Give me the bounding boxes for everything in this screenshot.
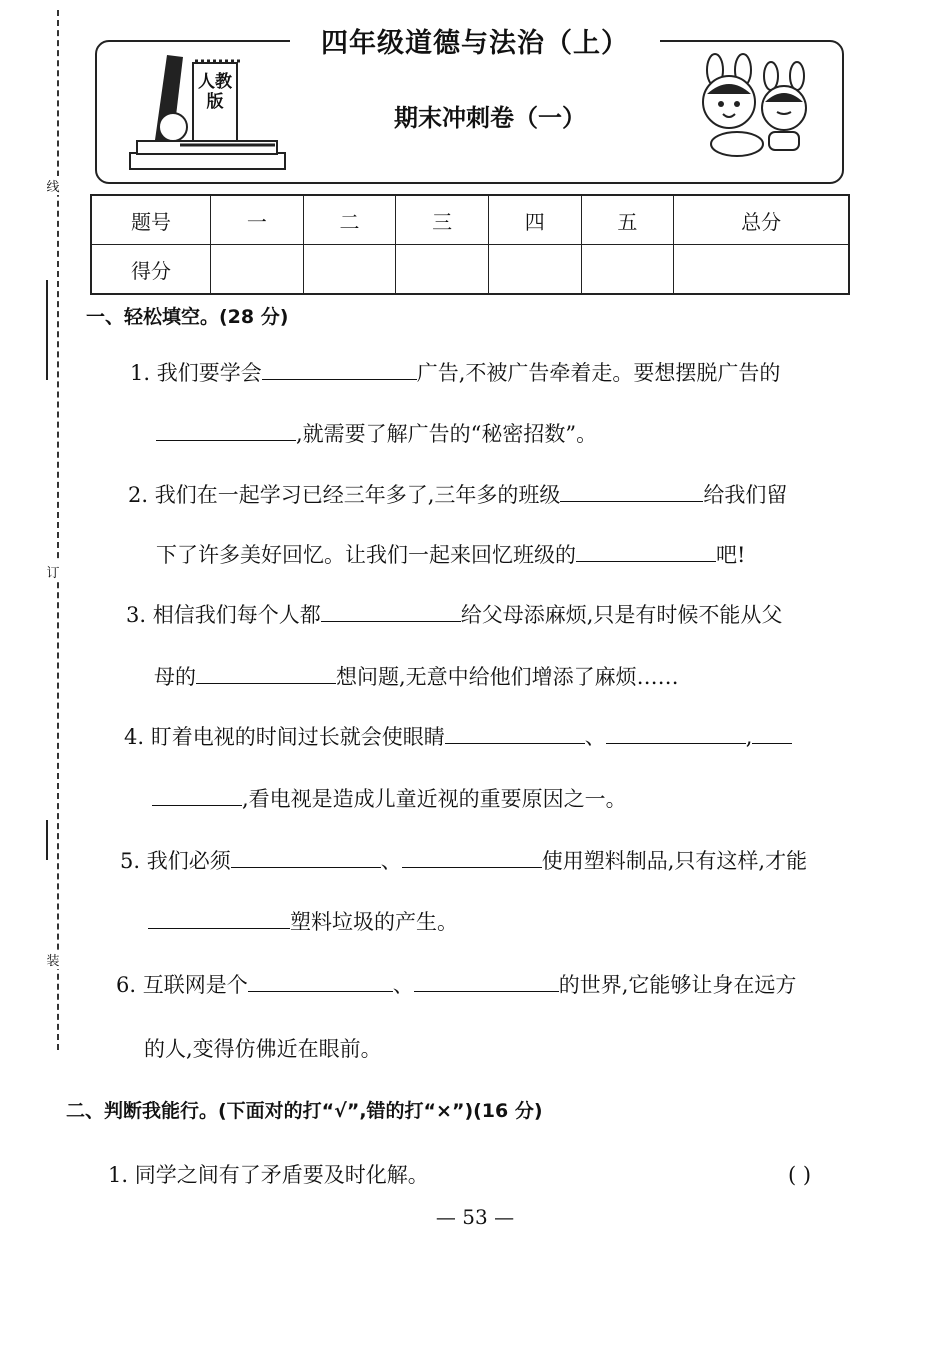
question-text: 的世界,它能够让身在远方: [558, 973, 797, 997]
binding-char-bot: 装: [46, 950, 60, 969]
question-number: 1.: [108, 1163, 129, 1187]
question-4-line-1: [124, 720, 792, 754]
question-text: 给父母添麻烦,只是有时候不能从父: [460, 603, 783, 627]
page-number: — 53 —: [435, 1205, 515, 1229]
question-6-line-2: [144, 1032, 382, 1066]
binding-char-mid: 订: [46, 562, 60, 581]
score-entry-cell[interactable]: [211, 245, 304, 295]
answer-blank[interactable]: [231, 845, 381, 868]
table-row: [91, 245, 849, 295]
page-subtitle: 期末冲刺卷（一）: [394, 104, 586, 132]
question-text: ,看电视是造成儿童近视的重要原因之一。: [242, 787, 627, 811]
answer-blank[interactable]: [196, 661, 336, 684]
table-row: [91, 195, 849, 245]
question-6-line-1: [116, 968, 796, 1002]
binding-char-top: 线: [46, 176, 60, 195]
score-entry-cell[interactable]: [581, 245, 674, 295]
question-text: 相信我们每个人都: [152, 603, 321, 627]
judge-question-1: [108, 1158, 429, 1192]
question-text: ,就需要了解广告的“秘密招数”。: [296, 422, 598, 446]
question-number: 5.: [120, 849, 141, 873]
score-entry-cell[interactable]: [674, 245, 849, 295]
binding-dashed-line: [57, 10, 59, 1050]
binding-bar: [46, 280, 48, 380]
question-2-line-1: [128, 478, 787, 512]
table-cell: 五: [581, 195, 674, 245]
question-text: 我们要学会: [156, 361, 262, 385]
question-1-line-2: [156, 417, 597, 451]
question-3-line-2: [154, 660, 679, 694]
edition-badge: 人教版: [192, 62, 238, 142]
answer-blank[interactable]: [156, 418, 296, 441]
table-cell: 四: [488, 195, 581, 245]
table-cell: 二: [303, 195, 396, 245]
section-2-title: 二、判断我能行。(下面对的打“√”,错的打“×”)(16 分): [66, 1100, 543, 1122]
page-title: 四年级道德与法治（上）: [290, 26, 660, 62]
question-text: 、: [380, 849, 402, 873]
question-text: 盯着电视的时间过长就会使眼睛: [150, 725, 445, 749]
question-5-line-1: [120, 844, 807, 878]
answer-blank[interactable]: [148, 906, 290, 929]
answer-blank[interactable]: [321, 599, 461, 622]
question-3-line-1: [126, 598, 782, 632]
question-text: 的人,变得仿佛近在眼前。: [144, 1037, 382, 1061]
question-text: 互联网是个: [142, 973, 248, 997]
binding-bar: [46, 820, 48, 860]
answer-blank[interactable]: [402, 845, 542, 868]
question-5-line-2: [148, 905, 458, 939]
score-table: [90, 194, 850, 295]
question-number: 4.: [124, 725, 145, 749]
question-text: 同学之间有了矛盾要及时化解。: [134, 1163, 429, 1187]
question-4-line-2: [152, 782, 627, 816]
cartoon-kids-illustration: [685, 52, 835, 162]
question-number: 1.: [130, 361, 151, 385]
table-cell: 总分: [674, 195, 849, 245]
question-text: 使用塑料制品,只有这样,才能: [541, 849, 808, 873]
question-text: 、: [392, 973, 414, 997]
answer-blank[interactable]: [248, 969, 393, 992]
question-1-line-1: [130, 356, 780, 390]
score-entry-cell[interactable]: [396, 245, 489, 295]
question-text: 我们必须: [146, 849, 231, 873]
section-1-title: 一、轻松填空。(28 分): [86, 306, 289, 328]
answer-blank[interactable]: [152, 783, 242, 806]
question-text: ,: [745, 725, 753, 749]
answer-blank[interactable]: [445, 721, 585, 744]
answer-blank[interactable]: [414, 969, 559, 992]
score-entry-cell[interactable]: [488, 245, 581, 295]
question-text: 母的: [154, 665, 196, 689]
score-entry-cell[interactable]: [303, 245, 396, 295]
table-cell: 三: [396, 195, 489, 245]
question-number: 3.: [126, 603, 147, 627]
answer-blank[interactable]: [560, 479, 703, 502]
question-text: 塑料垃圾的产生。: [290, 910, 458, 934]
table-cell: 得分: [91, 245, 211, 295]
table-cell: 题号: [91, 195, 211, 245]
question-text: 下了许多美好回忆。让我们一起来回忆班级的: [156, 543, 576, 567]
question-text: 、: [584, 725, 606, 749]
question-text: 吧!: [716, 543, 746, 567]
answer-blank[interactable]: [752, 721, 792, 744]
question-text: 想问题,无意中给他们增添了麻烦……: [336, 665, 679, 689]
question-number: 2.: [128, 483, 149, 507]
question-text: 广告,不被广告牵着走。要想摆脱广告的: [416, 361, 781, 385]
answer-blank[interactable]: [606, 721, 746, 744]
question-2-line-2: [156, 538, 745, 572]
answer-bracket[interactable]: ( ): [788, 1163, 812, 1187]
question-number: 6.: [116, 973, 137, 997]
answer-blank[interactable]: [262, 357, 417, 380]
answer-blank[interactable]: [576, 539, 716, 562]
table-cell: 一: [211, 195, 304, 245]
question-text: 给我们留: [703, 483, 788, 507]
question-text: 我们在一起学习已经三年多了,三年多的班级: [154, 483, 561, 507]
